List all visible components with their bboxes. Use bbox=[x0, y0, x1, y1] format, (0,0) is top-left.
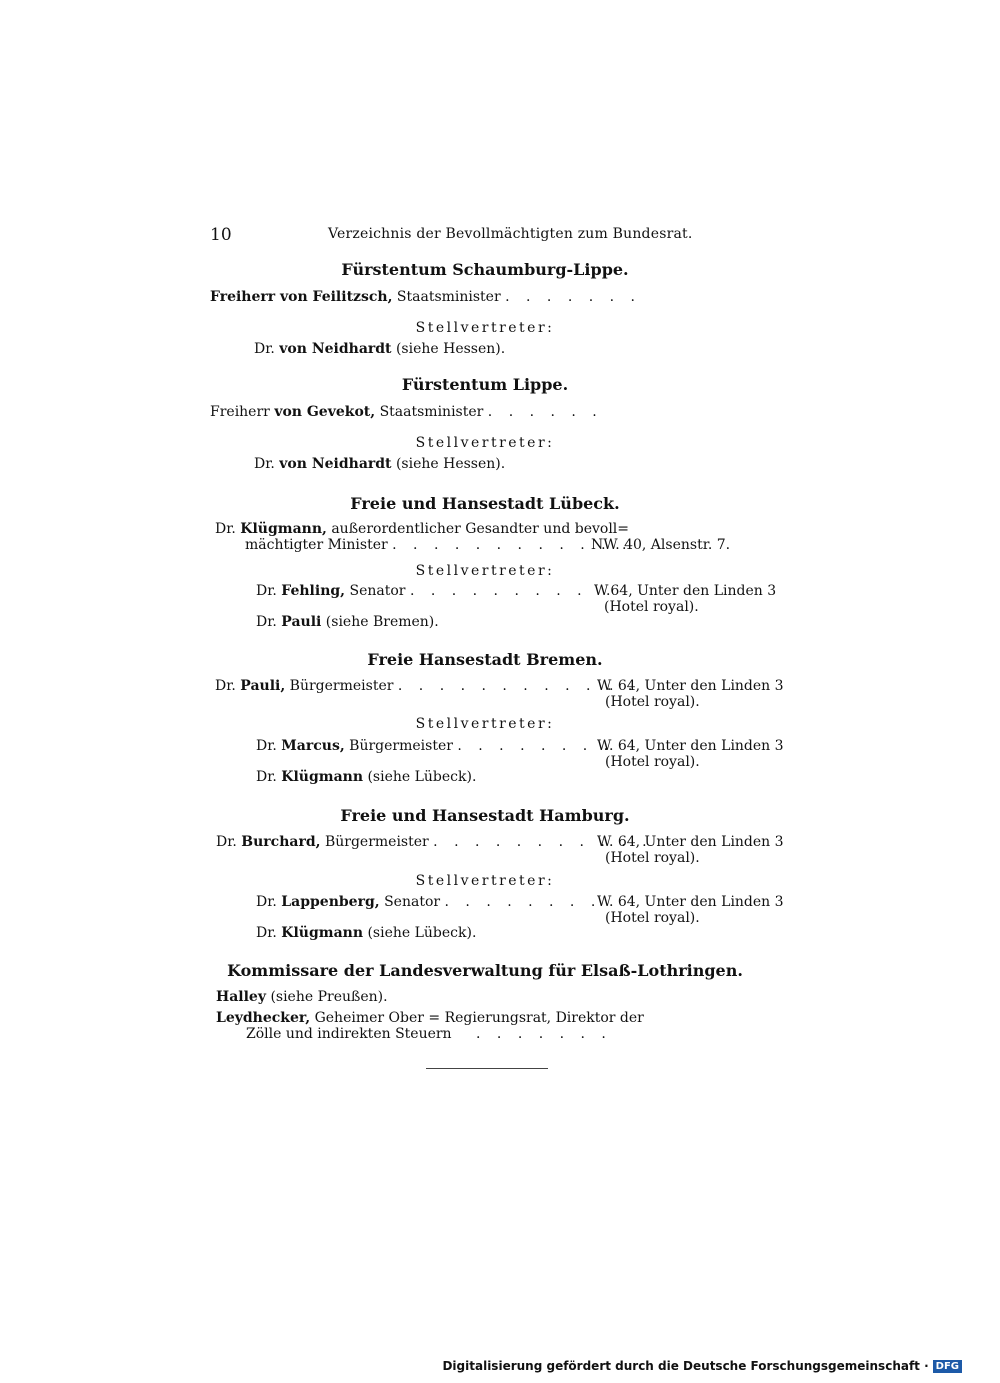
deputy-role: Senator bbox=[384, 894, 441, 910]
member-address bbox=[597, 834, 784, 866]
address-line: W. 64, Unter den Linden 3 bbox=[597, 834, 784, 850]
leader-dots: . . . . . . . . . . . bbox=[433, 834, 653, 850]
member-prefix: Dr. bbox=[215, 521, 236, 537]
address-line: (Hotel royal). bbox=[605, 694, 700, 710]
member-name: Halley bbox=[216, 989, 266, 1005]
deputy-note: (siehe Lübeck). bbox=[367, 925, 477, 941]
closing-rule bbox=[426, 1068, 548, 1069]
deputy-entry bbox=[256, 738, 614, 754]
member-prefix: Freiherr bbox=[210, 404, 270, 420]
leader-dots: . . . . . . . . bbox=[444, 894, 602, 910]
address-line: (Hotel royal). bbox=[604, 599, 699, 615]
member-role-line1: Geheimer Ober = Regierungsrat, Direktor der bbox=[314, 1010, 644, 1026]
leader-dots: . . . . . . . . . bbox=[409, 583, 588, 599]
dfg-logo-icon: DFG bbox=[933, 1360, 962, 1373]
deputy-prefix: Dr. bbox=[256, 738, 277, 754]
stellvertreter-heading: Stellvertreter: bbox=[415, 435, 555, 451]
deputy-prefix: Dr. bbox=[254, 341, 275, 357]
running-head: Verzeichnis der Bevollmächtigten zum Bundesrat. bbox=[328, 226, 693, 242]
section-title-hamburg: Freie und Hansestadt Hamburg. bbox=[340, 806, 630, 825]
deputy-prefix: Dr. bbox=[254, 456, 275, 472]
deputy-entry bbox=[256, 769, 476, 785]
section-title-luebeck: Freie und Hansestadt Lübeck. bbox=[350, 494, 620, 513]
deputy-role: Bürgermeister bbox=[349, 738, 453, 754]
member-entry bbox=[216, 989, 388, 1005]
member-role-line2: mächtigter Minister bbox=[245, 537, 388, 553]
deputy-name: von Neidhardt bbox=[279, 341, 392, 357]
deputy-role: Senator bbox=[349, 583, 406, 599]
deputy-note: (siehe Hessen). bbox=[395, 456, 506, 472]
address-line: (Hotel royal). bbox=[605, 850, 700, 866]
member-role: Bürgermeister bbox=[289, 678, 394, 694]
digitization-footer bbox=[442, 1359, 962, 1373]
stellvertreter-heading: Stellvertreter: bbox=[415, 716, 555, 732]
member-entry-continuation bbox=[245, 537, 633, 553]
leader-dots: . . . . . . . . . . . . bbox=[392, 537, 633, 553]
footer-text: Digitalisierung gefördert durch die Deutsche Forschungsgemeinschaft · bbox=[442, 1359, 929, 1373]
member-entry bbox=[210, 404, 603, 420]
member-role: Staatsminister bbox=[396, 289, 501, 305]
member-role: Staatsminister bbox=[379, 404, 484, 420]
deputy-name: Klügmann bbox=[281, 769, 363, 785]
address-line: (Hotel royal). bbox=[605, 910, 700, 926]
address-line: W. 64, Unter den Linden 3 bbox=[597, 738, 784, 754]
deputy-prefix: Dr. bbox=[256, 583, 277, 599]
member-name: Pauli, bbox=[240, 678, 286, 694]
deputy-note: (siehe Bremen). bbox=[325, 614, 439, 630]
leader-dots: . . . . . . bbox=[487, 404, 603, 420]
member-name: von Gevekot, bbox=[274, 404, 376, 420]
member-entry bbox=[216, 1010, 644, 1026]
stellvertreter-heading: Stellvertreter: bbox=[415, 563, 555, 579]
member-address bbox=[597, 678, 784, 710]
member-role-line1: außerordentlicher Gesandter und bevoll= bbox=[331, 521, 630, 537]
member-entry bbox=[216, 834, 653, 850]
page-number: 10 bbox=[210, 225, 232, 245]
deputy-note: (siehe Hessen). bbox=[395, 341, 506, 357]
deputy-note: (siehe Lübeck). bbox=[367, 769, 477, 785]
section-title-lippe: Fürstentum Lippe. bbox=[401, 375, 569, 394]
member-note: (siehe Preußen). bbox=[270, 989, 388, 1005]
deputy-prefix: Dr. bbox=[256, 769, 277, 785]
stellvertreter-heading: Stellvertreter: bbox=[415, 320, 555, 336]
member-role: Bürgermeister bbox=[324, 834, 429, 850]
deputy-name: Klügmann bbox=[281, 925, 363, 941]
deputy-address bbox=[594, 583, 776, 615]
stellvertreter-heading: Stellvertreter: bbox=[415, 873, 555, 889]
member-name: Burchard, bbox=[241, 834, 321, 850]
deputy-entry bbox=[256, 925, 476, 941]
deputy-name: Fehling, bbox=[281, 583, 346, 599]
address-line: W. 64, Unter den Linden 3 bbox=[597, 678, 784, 694]
deputy-entry bbox=[256, 894, 601, 910]
member-name: Klügmann, bbox=[240, 521, 327, 537]
leader-dots: . . . . . . . . bbox=[457, 738, 615, 754]
deputy-entry bbox=[256, 614, 439, 630]
deputy-prefix: Dr. bbox=[256, 894, 277, 910]
deputy-prefix: Dr. bbox=[256, 614, 277, 630]
section-title-schaumburg-lippe: Fürstentum Schaumburg-Lippe. bbox=[341, 260, 629, 279]
address-line: W.64, Unter den Linden 3 bbox=[594, 583, 777, 599]
section-title-elsass-lothringen: Kommissare der Landesverwaltung für Elsaß-Lothringen. bbox=[227, 961, 743, 980]
section-title-bremen: Freie Hansestadt Bremen. bbox=[367, 650, 603, 669]
deputy-entry bbox=[254, 341, 505, 357]
member-role-line2: Zölle und indirekten Steuern bbox=[246, 1026, 452, 1042]
leader-dots: . . . . . . . bbox=[505, 289, 641, 305]
deputy-prefix: Dr. bbox=[256, 925, 277, 941]
member-entry bbox=[210, 289, 641, 305]
deputy-name: Pauli bbox=[281, 614, 322, 630]
leader-dots: . . . . . . . bbox=[476, 1026, 612, 1042]
member-entry bbox=[215, 521, 629, 537]
member-name: Freiherr von Feilitzsch, bbox=[210, 289, 393, 305]
deputy-name: Lappenberg, bbox=[281, 894, 380, 910]
member-name: Leydhecker, bbox=[216, 1010, 311, 1026]
deputy-entry bbox=[254, 456, 505, 472]
address-line: W. 64, Unter den Linden 3 bbox=[597, 894, 784, 910]
deputy-entry bbox=[256, 583, 588, 599]
member-prefix: Dr. bbox=[216, 834, 237, 850]
member-prefix: Dr. bbox=[215, 678, 236, 694]
deputy-name: Marcus, bbox=[281, 738, 345, 754]
deputy-name: von Neidhardt bbox=[279, 456, 392, 472]
member-address: NW. 40, Alsenstr. 7. bbox=[591, 537, 731, 553]
address-line: (Hotel royal). bbox=[605, 754, 700, 770]
member-entry-continuation bbox=[246, 1026, 612, 1042]
deputy-address bbox=[597, 894, 784, 926]
member-entry bbox=[215, 678, 638, 694]
leader-dots: . . . . . . . . . . . . bbox=[397, 678, 639, 694]
deputy-address bbox=[597, 738, 784, 770]
